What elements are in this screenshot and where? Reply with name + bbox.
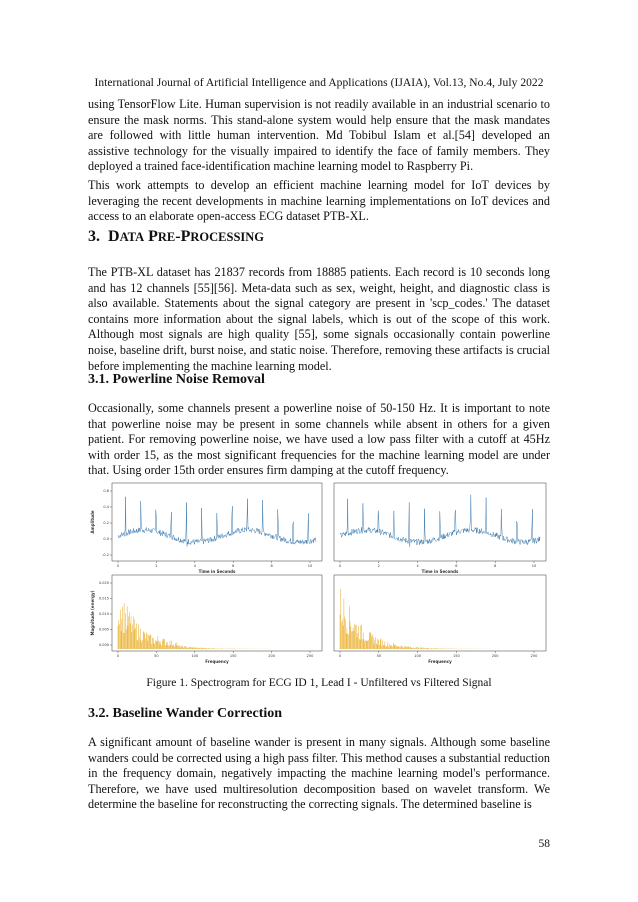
paragraph-powerline: Occasionally, some channels present a powerline noise of 50-150 Hz. It is important to note that powerline noise may be present in some channels while absent in others for a given patient. For removing powerline noise, we have used a low pass filter with a cutoff at 45Hz with order 15, as the most significant frequencies for the machine learning model are under that. Using order 15th order ensures firm damping at the cutoff frequency. <box>88 401 550 478</box>
ecg-time-panel-1 <box>334 483 546 574</box>
y-tick-label: -0.2 <box>102 553 109 558</box>
y-tick-label: 0.6 <box>103 489 109 494</box>
spectrum-panel-3 <box>334 575 546 664</box>
x-tick-label: 6 <box>455 564 458 568</box>
x-axis-label: Frequency <box>205 659 229 664</box>
x-axis-label: Time in Seconds <box>421 569 459 574</box>
x-tick-label: 200 <box>268 654 275 658</box>
x-axis-label: Time in Seconds <box>198 569 236 574</box>
y-tick-label: 0.010 <box>98 612 109 617</box>
section-heading-data-preprocessing: 3. DATA PRE-PROCESSING <box>88 228 265 245</box>
paragraph-dataset: The PTB-XL dataset has 21837 records from 18885 patients. Each record is 10 seconds long and has 12 channels [55][56]. Meta-data such as sex, weight, height, and diagnostic class is also available. Statements about the signal category are present in 'scp_codes.' The dataset contains more information about the signal labels, which is out of the scope of this work. Although most signals are high quality [55], some signals occasionally contain powerline noise, baseline drift, burst noise, and static noise. Therefore, removing these artifacts is crucial before implementing the machine learning model. <box>88 265 550 373</box>
x-tick-label: 100 <box>414 654 421 658</box>
x-tick-label: 10 <box>307 564 313 568</box>
x-tick-label: 8 <box>270 564 273 568</box>
y-tick-label: 0.000 <box>98 643 109 648</box>
x-tick-label: 0 <box>338 654 342 658</box>
figure-svg <box>88 481 550 665</box>
x-tick-label: 50 <box>376 654 382 658</box>
x-tick-label: 250 <box>306 654 314 658</box>
x-tick-label: 4 <box>416 564 419 568</box>
y-axis-label: Magnitude (energy) <box>90 590 95 636</box>
x-tick-label: 0 <box>116 564 120 568</box>
x-tick-label: 2 <box>155 564 158 568</box>
x-tick-label: 10 <box>531 564 537 568</box>
x-tick-label: 150 <box>229 654 237 658</box>
figure-caption: Figure 1. Spectrogram for ECG ID 1, Lead I - Unfiltered vs Filtered Signal <box>146 677 492 689</box>
x-tick-label: 0 <box>338 564 342 568</box>
x-tick-label: 6 <box>232 564 235 568</box>
x-tick-label: 200 <box>491 654 499 658</box>
y-tick-label: 0.020 <box>98 581 109 586</box>
y-tick-label: 0.2 <box>103 521 109 526</box>
spectrum-panel-2 <box>90 575 322 664</box>
x-tick-label: 250 <box>530 654 538 658</box>
subsection-heading-powerline: 3.1. Powerline Noise Removal <box>88 372 265 387</box>
x-tick-label: 50 <box>154 654 159 658</box>
y-tick-label: 0.015 <box>98 596 109 601</box>
journal-header: International Journal of Artificial Intelligence and Applications (IJAIA), Vol.13, No.4, July 2022 <box>94 77 544 89</box>
y-tick-label: 0.0 <box>103 537 109 542</box>
x-tick-label: 8 <box>494 564 497 568</box>
x-tick-label: 2 <box>377 564 380 568</box>
ecg-time-panel-0 <box>90 483 322 574</box>
x-tick-label: 4 <box>193 564 196 568</box>
paragraph-baseline: A significant amount of baseline wander is present in many signals. Although some baseline wanders could be corrected using a high pass filter. This method causes a substantial reduction in the frequency domain, negatively impacting the machine learning model's performance. Therefore, we have used multiresolution decomposition based on wavelet transform. We determine the baseline for reconstructing the correcting signals. The determined baseline is <box>88 735 550 812</box>
x-axis-label: Frequency <box>428 659 452 664</box>
x-tick-label: 150 <box>453 654 460 658</box>
paragraph-work-aim: This work attempts to develop an efficient machine learning model for IoT devices by leveraging the recent developments in machine learning implementations on IoT devices and access to an elaborate open-access ECG dataset PTB-XL. <box>88 178 550 224</box>
y-tick-label: 0.005 <box>98 627 109 632</box>
figure-ecg-spectrogram <box>88 481 550 665</box>
subsection-heading-baseline: 3.2. Baseline Wander Correction <box>88 706 283 721</box>
y-tick-label: 0.4 <box>103 505 109 510</box>
page-number: 58 <box>538 838 550 850</box>
x-tick-label: 100 <box>191 654 199 658</box>
paragraph-related-work: using TensorFlow Lite. Human supervision is not readily available in an industrial scenario to ensure the mask norms. This stand-alone system would help ensure that the mask mandates are followed with little human intervention. Md Tobibul Islam et al.[54] developed an assistive technology for the visually impaired to identify the face of family members. They deployed a trained face-identification machine learning model to Raspberry Pi. <box>88 97 550 174</box>
y-axis-label: Amplitude <box>90 510 95 534</box>
x-tick-label: 0 <box>116 654 120 658</box>
